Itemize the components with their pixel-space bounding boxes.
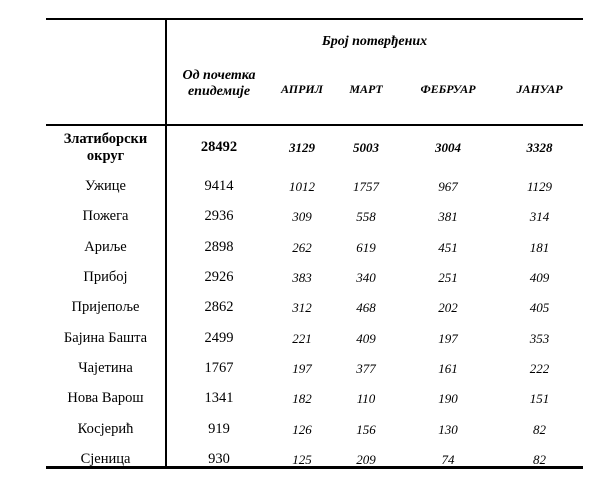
table-top-rule [46, 18, 583, 20]
march-count: 468 [356, 300, 376, 316]
february-count: 190 [438, 391, 458, 407]
municipality-name: Чајетина [78, 359, 133, 376]
february-count: 130 [438, 421, 458, 437]
total-since-start: 2926 [204, 269, 234, 286]
total-since-start: 919 [208, 420, 230, 437]
january-count: 405 [529, 300, 550, 316]
total-since-start: 2499 [204, 329, 234, 346]
january-count: 82 [533, 451, 546, 467]
municipality-name: Златиборски округ [63, 131, 148, 164]
january-count: 314 [529, 209, 550, 225]
january-count: 409 [529, 270, 550, 286]
february-count: 197 [438, 330, 458, 346]
municipality-name: Пожега [82, 208, 129, 225]
january-count: 151 [529, 391, 550, 407]
march-count: 558 [356, 209, 376, 225]
april-count: 197 [292, 360, 312, 376]
municipality-name: Ужице [85, 178, 126, 195]
municipality-name: Сјеница [80, 450, 131, 467]
february-count: 451 [438, 239, 458, 255]
municipality-name: Бајина Башта [63, 329, 148, 346]
cases-table [46, 18, 583, 470]
february-count: 3004 [435, 140, 461, 155]
municipality-name: Ариље [84, 238, 127, 255]
april-count: 126 [292, 421, 312, 437]
total-since-start: 2862 [204, 299, 234, 316]
january-count: 82 [533, 421, 546, 437]
march-count: 377 [356, 360, 376, 376]
march-count: 209 [356, 451, 376, 467]
header-april: АПРИЛ [281, 82, 323, 96]
february-count: 251 [438, 270, 458, 286]
february-count: 381 [438, 209, 458, 225]
total-since-start: 1341 [204, 390, 234, 407]
total-since-start: 930 [208, 450, 230, 467]
total-since-start: 1767 [204, 359, 234, 376]
april-count: 221 [292, 330, 312, 346]
header-confirmed-group: Број потврђених [321, 34, 428, 49]
header-since-start: Од почетка епидемије [182, 68, 256, 99]
header-january: ЈАНУАР [516, 82, 563, 96]
march-count: 340 [356, 270, 376, 286]
municipality-name: Прибој [83, 269, 128, 286]
municipality-name: Пријепоље [71, 299, 140, 316]
january-count: 3328 [526, 140, 553, 155]
total-since-start: 2936 [204, 208, 234, 225]
total-since-start: 28492 [200, 139, 238, 155]
april-count: 182 [292, 391, 312, 407]
april-count: 1012 [289, 179, 315, 195]
header-february: ФЕБРУАР [420, 82, 476, 96]
municipality-name: Нова Варош [67, 390, 144, 407]
january-count: 353 [529, 330, 550, 346]
march-count: 619 [356, 239, 376, 255]
header-march: МАРТ [349, 82, 383, 96]
january-count: 222 [529, 360, 550, 376]
column-divider [165, 18, 167, 468]
march-count: 1757 [353, 179, 379, 195]
total-since-start: 9414 [204, 178, 234, 195]
march-count: 156 [356, 421, 376, 437]
march-count: 5003 [353, 140, 379, 155]
february-count: 202 [438, 300, 458, 316]
april-count: 309 [292, 209, 312, 225]
january-count: 181 [529, 239, 550, 255]
february-count: 967 [438, 179, 458, 195]
april-count: 3129 [289, 140, 315, 155]
january-count: 1129 [526, 179, 553, 195]
april-count: 125 [292, 451, 312, 467]
april-count: 383 [292, 270, 312, 286]
municipality-name: Косјерић [77, 420, 134, 437]
total-since-start: 2898 [204, 238, 234, 255]
march-count: 409 [356, 330, 376, 346]
header-separator-rule [46, 124, 583, 126]
april-count: 262 [292, 239, 312, 255]
april-count: 312 [292, 300, 312, 316]
february-count: 161 [438, 360, 458, 376]
march-count: 110 [356, 391, 376, 407]
february-count: 74 [441, 451, 455, 467]
